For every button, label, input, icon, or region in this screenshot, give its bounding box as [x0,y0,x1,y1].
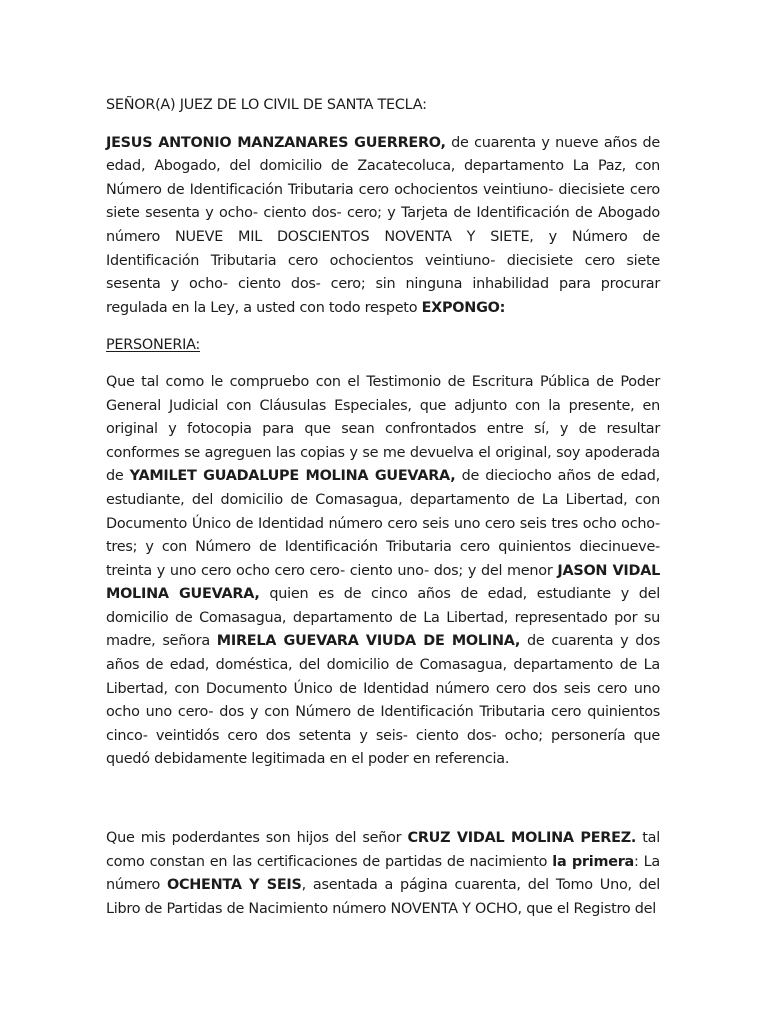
facts-text-2: tal como constan en las certificaciones de partidas de nacimiento [106,830,660,870]
personeria-text-1: Que tal como le compruebo con el Testimonio de Escritura Pública de Poder General Judicial con Cláusulas Especiales, que adjunto con la presente, en original y fotocopia para que sean confrontados entre sí, y de resultar conformes se agreguen las copias y se me devuelva el original, soy apoderada de [106,373,660,485]
attorney-name: JESUS ANTONIO MANZANARES GUERRERO, [106,134,446,151]
principal-name-2: JASON VIDAL MOLINA GUEVARA, [106,562,660,603]
mother-name: MIRELA GUEVARA VIUDA DE MOLINA, [216,633,521,650]
personeria-text-4: de cuarenta y dos años de edad, doméstica, del domicilio de Comasagua, departamento de La Libertad, con Documento Único de Identidad número cero dos seis cero uno ocho uno cero- dos y con Número de Identificación Tributaria cero quinientos cinco- veintidós cero dos setenta y seis- ciento dos- ocho; personería que quedó debidamente legitimada en el poder en referencia. [106,633,660,768]
record-number: OCHENTA Y SEIS [166,877,302,894]
facts-paragraph [106,827,660,921]
section-title-personeria: PERSONERIA: [106,337,201,354]
facts-text-1: Que mis poderdantes son hijos del señor [106,830,408,847]
personeria-paragraph [106,371,660,772]
principal-name-1: YAMILET GUADALUPE MOLINA GUEVARA, [129,468,456,485]
father-name: CRUZ VIDAL MOLINA PEREZ. [407,830,637,847]
facts-text-3: : La número [106,853,660,894]
personeria-text-2: de dieciocho años de edad, estudiante, del domicilio de Comasagua, departamento de La Libertad, con Documento Único de Identidad número cero seis uno cero seis tres ocho ocho-tres; y con Número de Identificación Tributaria cero quinientos diecinueve-treinta y uno cero ocho cero cero- ciento uno- dos; y del menor [106,468,660,579]
la-primera-label: la primera [552,853,635,870]
expongo-label: EXPONGO: [421,299,506,316]
introduction-paragraph [106,132,660,321]
court-heading: SEÑOR(A) JUEZ DE LO CIVIL DE SANTA TECLA: [106,97,427,113]
facts-text-4: , asentada a página cuarenta, del Tomo Uno, del Libro de Partidas de Nacimiento número NOVENTA Y OCHO, que el Registro del [106,877,661,917]
personeria-text-3: quien es de cinco años de edad, estudiante y del domicilio de Comasagua, departamento de La Libertad, representado por su madre, señora [106,586,660,650]
introduction-text: de cuarenta y nueve años de edad, Abogado, del domicilio de Zacatecoluca, departamento La Paz, con Número de Identificación Tributaria cero ochocientos veintiuno- diecisiete cero siete sesenta y ocho- ciento dos- cero; y Tarjeta de Identificación de Abogado número NUEVE MIL DOSCIENTOS NOVENTA Y SIETE, y Número de Identificación Tributaria cero ochocientos veintiuno- diecisiete cero siete sesenta y ocho- ciento dos- cero; sin ninguna inhabilidad para procurar regulada en la Ley, a usted con todo respeto [106,134,661,316]
document-page [106,94,660,921]
